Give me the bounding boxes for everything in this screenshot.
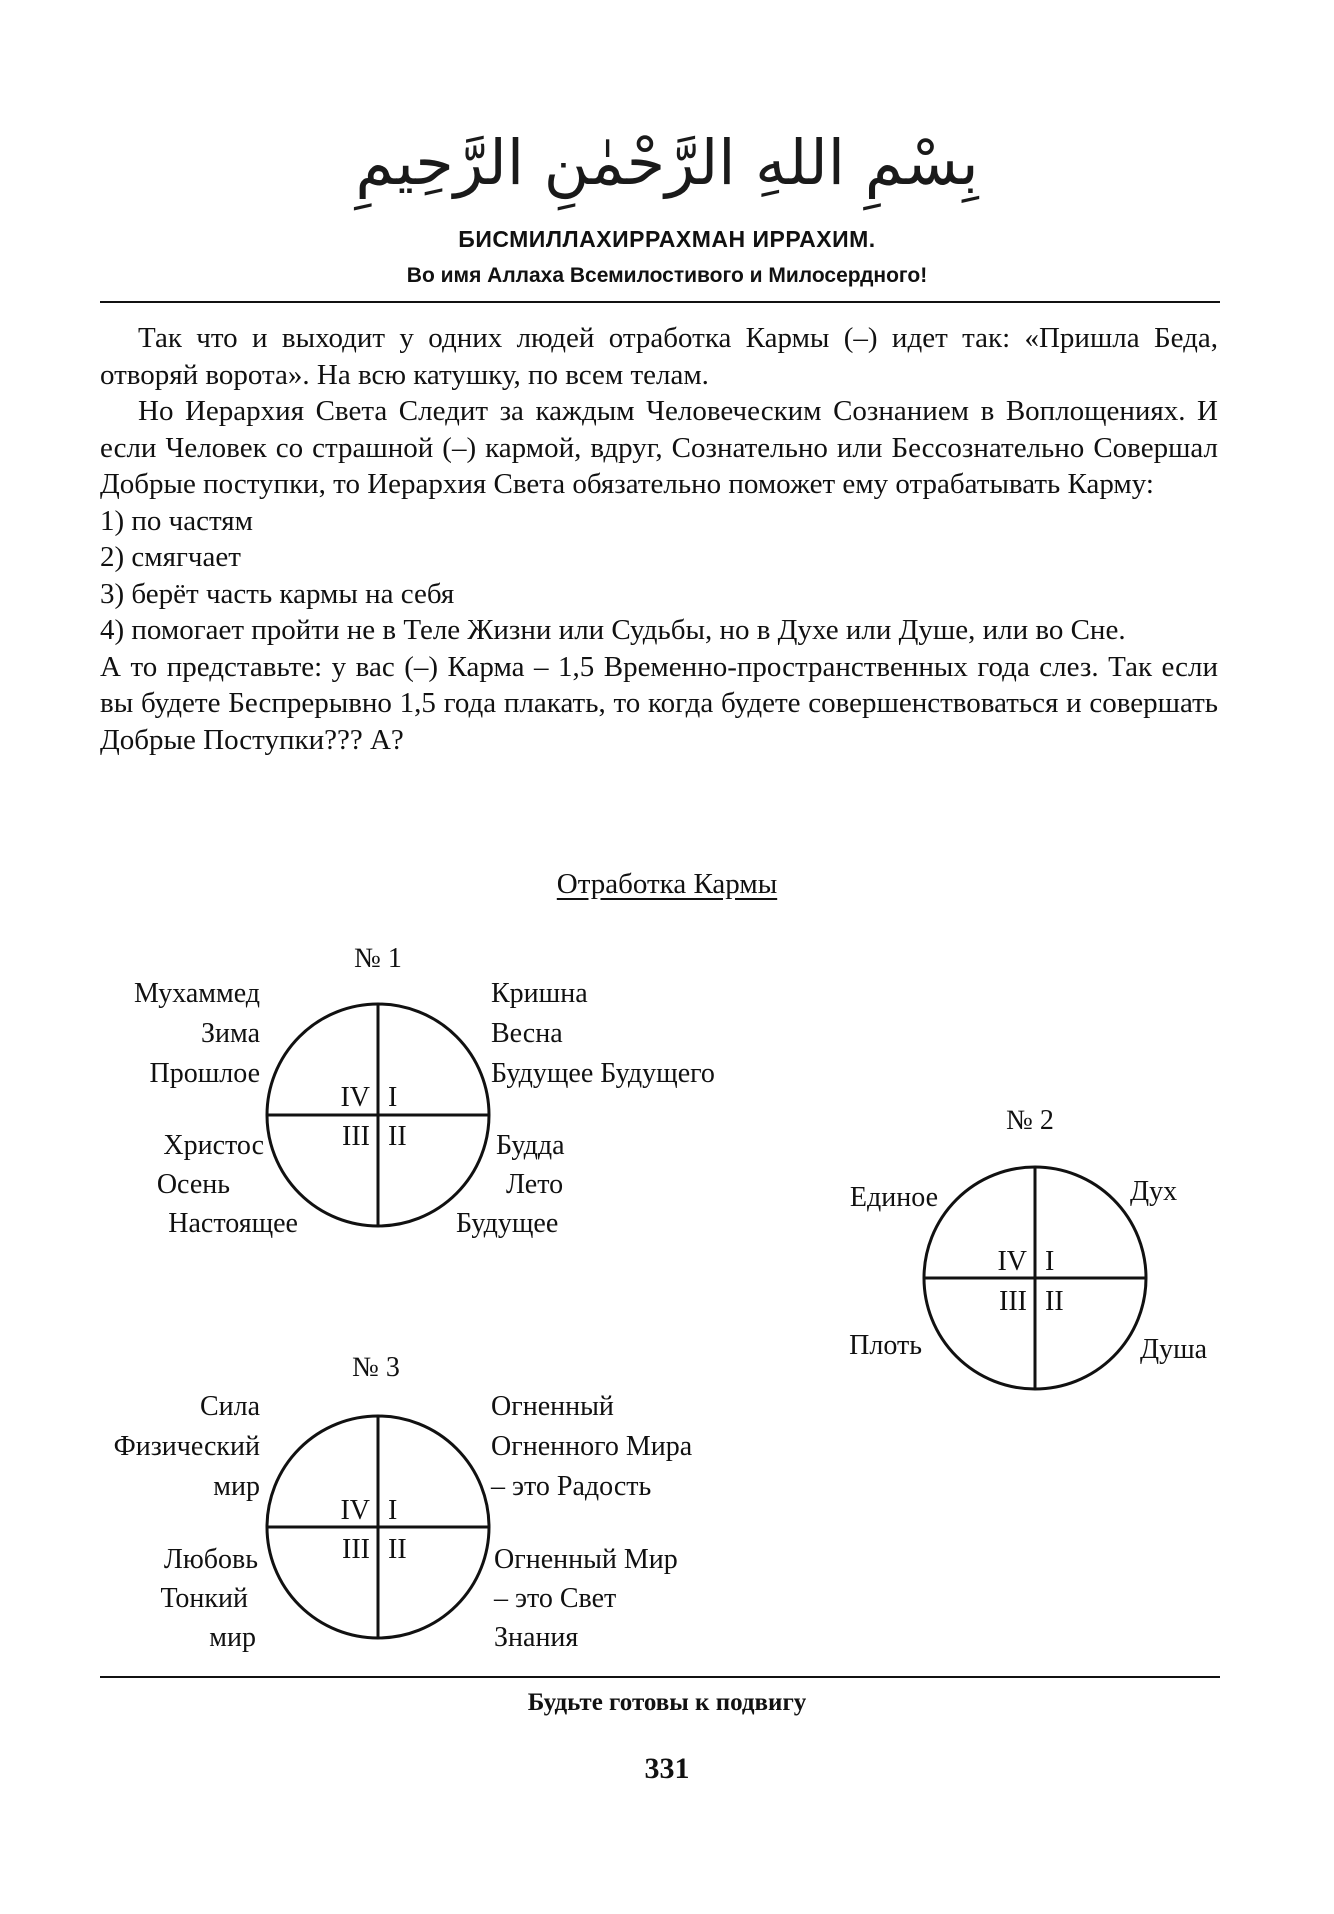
diagram-3 <box>114 1352 693 1653</box>
paragraph: Так что и выходит у одних людей отработка Кармы (–) идет так: «Пришла Беда, отворяй ворота». На всю катушку, по всем телам. <box>100 322 1218 391</box>
diagram-2-label: Душа <box>1140 1334 1208 1365</box>
diagram-2-quadrant-i: I <box>1045 1246 1055 1277</box>
footer-title: Будьте готовы к подвигу <box>527 1689 807 1716</box>
diagram-1-label: Кришна <box>491 978 588 1009</box>
diagram-3-number: № 3 <box>352 1352 400 1383</box>
diagram-3-quadrant-ii: II <box>388 1534 407 1565</box>
diagram-2-label: Единое <box>849 1182 938 1213</box>
list-item: 4) помогает пройти не в Теле Жизни или Судьбы, но в Духе или Душе, или во Сне. <box>100 614 1126 646</box>
diagram-3-label: – это Радость <box>491 1471 652 1502</box>
paragraph: Но Иерархия Света Следит за каждым Человеческим Сознанием в Воплощениях. И если Человек со страшной (–) кармой, вдруг, Сознательно или Бессознательно Совершал Добрые поступки, то Иерархия Света обязательно поможет ему отрабатывать Карму: <box>100 395 1218 500</box>
diagram-3-quadrant-iii: III <box>342 1534 370 1565</box>
diagram-3-label: Любовь <box>163 1544 258 1575</box>
diagram-1-label: Будущее Будущего <box>491 1058 715 1089</box>
diagram-2-label: Дух <box>1130 1176 1178 1207</box>
list-item: 2) смягчает <box>100 541 241 573</box>
page-number: 331 <box>644 1752 690 1785</box>
diagram-3-label: Огненного Мира <box>491 1431 693 1462</box>
diagram-2-quadrant-iv: IV <box>997 1246 1027 1277</box>
diagram-2-label: Плоть <box>849 1330 922 1361</box>
diagram-1-label: Настоящее <box>168 1208 298 1239</box>
diagram-1-number: № 1 <box>354 943 402 974</box>
diagram-2-number: № 2 <box>1006 1105 1054 1136</box>
diagram-1-label: Осень <box>156 1169 230 1200</box>
basmala-calligraphy: بِسْمِ اللهِ الرَّحْمٰنِ الرَّحِيمِ <box>355 126 979 199</box>
paragraph: А то представьте: у вас (–) Карма – 1,5 Временно-пространственных года слез. Так если вы будете Беспрерывно 1,5 года плакать, то когда будете совершенствоваться и совершать Добрые Поступки??? А? <box>100 650 1218 756</box>
diagram-1-label: Будущее <box>456 1208 559 1239</box>
diagram-3-label: Знания <box>494 1622 579 1653</box>
diagram-1-label: Мухаммед <box>134 978 260 1009</box>
list-item: 1) по частям <box>100 504 253 537</box>
diagram-1-quadrant-iv: IV <box>340 1082 370 1113</box>
diagram-1-label: Зима <box>201 1018 260 1049</box>
diagram-3-label: мир <box>209 1622 256 1653</box>
diagram-2-quadrant-ii: II <box>1045 1286 1064 1317</box>
diagram-3-label: Огненный <box>491 1391 614 1422</box>
diagram-3-label: Физический <box>113 1431 260 1462</box>
diagram-2-quadrant-iii: III <box>999 1286 1027 1317</box>
diagram-3-label: Тонкий <box>160 1583 248 1614</box>
diagram-3-label: мир <box>213 1471 260 1502</box>
header-subtitle: Во имя Аллаха Всемилостивого и Милосердного! <box>406 264 928 287</box>
section-title: Отработка Кармы <box>556 868 778 900</box>
diagram-1-quadrant-i: I <box>388 1082 398 1113</box>
header-title: БИСМИЛЛАХИРРАХМАН ИРРАХИМ. <box>458 226 876 252</box>
diagram-1-label: Христос <box>163 1130 264 1161</box>
diagram-3-label: – это Свет <box>494 1583 617 1614</box>
list-item: 3) берёт часть кармы на себя <box>100 577 455 610</box>
diagram-1-label: Весна <box>491 1018 563 1049</box>
diagram-3-quadrant-iv: IV <box>340 1495 370 1526</box>
footer-rule <box>100 1676 1220 1678</box>
diagram-1-label: Прошлое <box>149 1058 260 1089</box>
diagram-1-label: Будда <box>496 1130 565 1161</box>
diagram-3-quadrant-i: I <box>388 1495 398 1526</box>
diagram-2 <box>849 1105 1208 1389</box>
diagram-1-quadrant-iii: III <box>342 1121 370 1152</box>
diagram-1 <box>134 943 715 1239</box>
diagram-3-label: Сила <box>199 1391 260 1422</box>
diagram-1-quadrant-ii: II <box>388 1121 407 1152</box>
diagram-3-label: Огненный Мир <box>494 1544 678 1575</box>
diagram-1-label: Лето <box>506 1169 564 1200</box>
